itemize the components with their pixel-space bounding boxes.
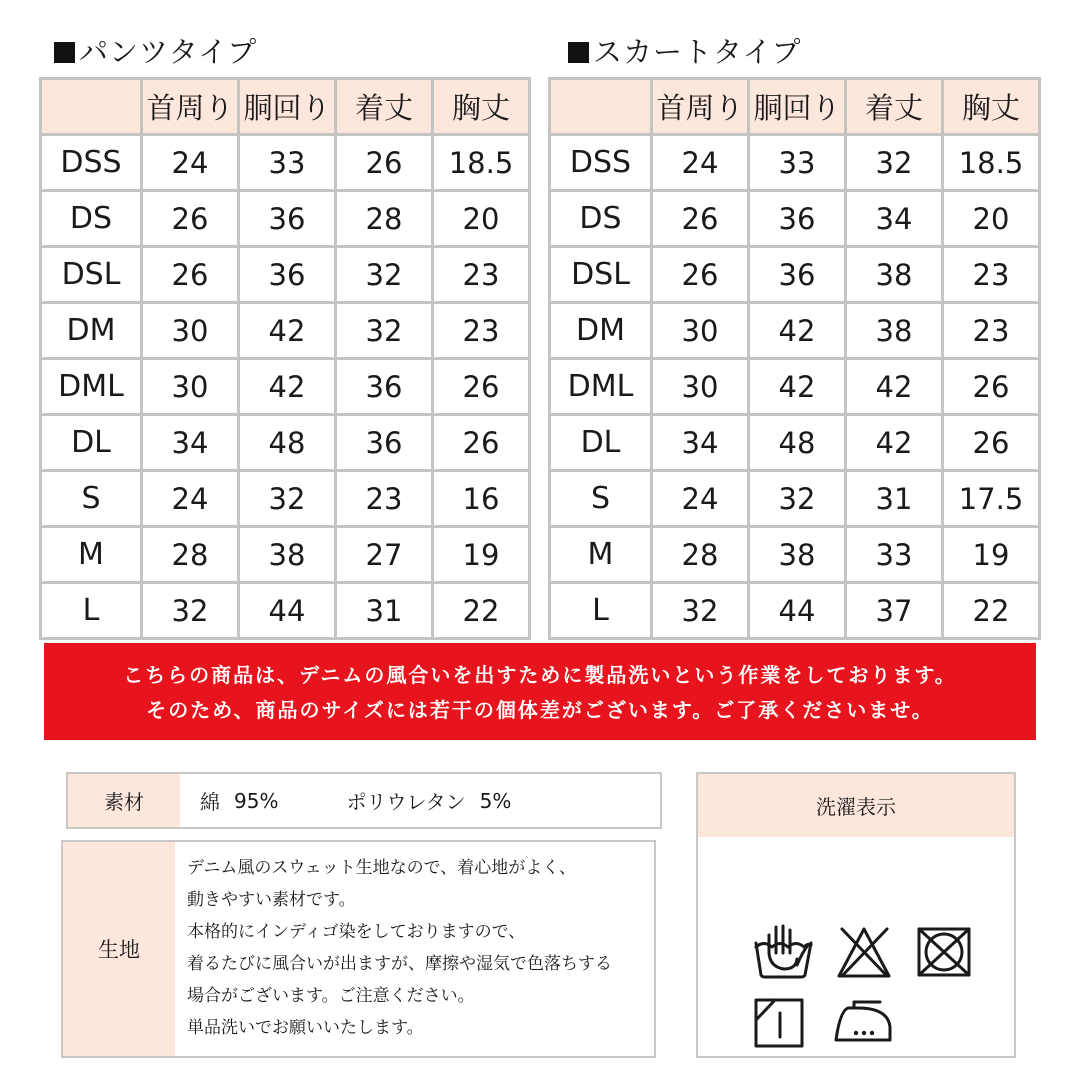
care-title: 洗濯表示 [698, 774, 1014, 837]
table-row [41, 583, 530, 639]
header-cell: 首周り [142, 79, 239, 135]
shade-drip-dry-icon [756, 1000, 802, 1046]
measurement-cell: 42 [749, 303, 846, 359]
measurement-cell: 42 [846, 359, 943, 415]
care-symbols [698, 837, 1014, 1058]
measurement-cell: 27 [336, 527, 433, 583]
fabric-line: 動きやすい素材です。 [187, 890, 356, 910]
notice-line: こちらの商品は、デニムの風合いを出すために製品洗いという作業をしております。 [123, 663, 957, 687]
measurement-cell: 38 [846, 247, 943, 303]
measurement-cell: 42 [749, 359, 846, 415]
measurement-cell: 22 [433, 583, 530, 639]
measurement-cell: 42 [239, 359, 336, 415]
measurement-cell: 32 [336, 303, 433, 359]
header-cell: 胸丈 [433, 79, 530, 135]
measurement-cell: 33 [749, 135, 846, 191]
measurement-cell: 24 [142, 471, 239, 527]
measurement-cell: 31 [846, 471, 943, 527]
header-cell: 胸丈 [943, 79, 1040, 135]
size-label-cell: S [550, 471, 652, 527]
measurement-cell: 33 [239, 135, 336, 191]
table-row [550, 415, 1040, 471]
header-cell: 胴回り [749, 79, 846, 135]
size-label-cell: S [41, 471, 142, 527]
measurement-cell: 23 [943, 303, 1040, 359]
measurement-cell: 24 [652, 135, 749, 191]
measurement-cell: 24 [142, 135, 239, 191]
measurement-cell: 44 [749, 583, 846, 639]
black-square-icon [568, 42, 589, 63]
skirt-size-table [548, 77, 1041, 640]
material-value [180, 774, 660, 827]
material-box [66, 772, 662, 829]
measurement-cell: 26 [943, 415, 1040, 471]
measurement-cell: 26 [142, 247, 239, 303]
measurement-cell: 30 [142, 303, 239, 359]
header-cell: 首周り [652, 79, 749, 135]
measurement-cell: 26 [652, 247, 749, 303]
material-item: 綿 [200, 790, 220, 814]
measurement-cell: 31 [336, 583, 433, 639]
size-label-cell: DL [550, 415, 652, 471]
table-row [41, 247, 530, 303]
pants-section-title: パンツタイプ [54, 30, 257, 71]
size-label-cell: DSS [41, 135, 142, 191]
measurement-cell: 16 [433, 471, 530, 527]
measurement-cell: 36 [749, 191, 846, 247]
fabric-line: 本格的にインディゴ染をしておりますので、 [187, 922, 526, 942]
size-label-cell: L [550, 583, 652, 639]
measurement-cell: 28 [652, 527, 749, 583]
measurement-cell: 22 [943, 583, 1040, 639]
measurement-cell: 34 [846, 191, 943, 247]
header-corner-cell [550, 79, 652, 135]
pants-size-table [39, 77, 531, 640]
measurement-cell: 37 [846, 583, 943, 639]
measurement-cell: 42 [239, 303, 336, 359]
measurement-cell: 38 [749, 527, 846, 583]
material-percent: 5% [479, 788, 512, 813]
measurement-cell: 20 [433, 191, 530, 247]
measurement-cell: 33 [846, 527, 943, 583]
table-row [41, 527, 530, 583]
measurement-cell: 26 [433, 359, 530, 415]
skirt-section-title: スカートタイプ [568, 30, 802, 71]
fabric-line: デニム風のスウェット生地なので、着心地がよく、 [187, 858, 576, 878]
measurement-cell: 36 [336, 415, 433, 471]
measurement-cell: 30 [142, 359, 239, 415]
size-label-cell: DML [41, 359, 142, 415]
measurement-cell: 26 [943, 359, 1040, 415]
table-row [41, 135, 530, 191]
measurement-cell: 38 [846, 303, 943, 359]
measurement-cell: 26 [433, 415, 530, 471]
table-row [550, 247, 1040, 303]
table-row [550, 471, 1040, 527]
size-label-cell: DS [550, 191, 652, 247]
measurement-cell: 19 [433, 527, 530, 583]
table-row [550, 359, 1040, 415]
fabric-box [61, 840, 656, 1058]
notice-banner [44, 643, 1036, 740]
black-square-icon [54, 42, 75, 63]
table-row [41, 303, 530, 359]
table-header-row [41, 79, 530, 135]
fabric-line: 場合がございます。ご注意ください。 [187, 986, 475, 1006]
notice-line: そのため、商品のサイズには若干の個体差がございます。ご了承くださいませ。 [146, 698, 934, 722]
measurement-cell: 23 [943, 247, 1040, 303]
measurement-cell: 26 [336, 135, 433, 191]
measurement-cell: 32 [749, 471, 846, 527]
measurement-cell: 32 [142, 583, 239, 639]
measurement-cell: 19 [943, 527, 1040, 583]
size-label-cell: DS [41, 191, 142, 247]
measurement-cell: 44 [239, 583, 336, 639]
measurement-cell: 28 [336, 191, 433, 247]
header-cell: 着丈 [336, 79, 433, 135]
measurement-cell: 30 [652, 303, 749, 359]
measurement-cell: 48 [239, 415, 336, 471]
measurement-cell: 38 [239, 527, 336, 583]
material-label: 素材 [68, 774, 180, 827]
header-cell: 着丈 [846, 79, 943, 135]
header-cell: 胴回り [239, 79, 336, 135]
care-label-box [696, 772, 1016, 1058]
measurement-cell: 34 [652, 415, 749, 471]
measurement-cell: 30 [652, 359, 749, 415]
measurement-cell: 32 [652, 583, 749, 639]
no-tumble-dry-icon [919, 929, 969, 975]
hand-wash-icon [756, 926, 811, 977]
measurement-cell: 34 [142, 415, 239, 471]
measurement-cell: 18.5 [433, 135, 530, 191]
table-row [41, 471, 530, 527]
table-row [550, 191, 1040, 247]
table-row [41, 191, 530, 247]
measurement-cell: 32 [846, 135, 943, 191]
size-label-cell: DSS [550, 135, 652, 191]
measurement-cell: 32 [336, 247, 433, 303]
size-label-cell: L [41, 583, 142, 639]
fabric-label: 生地 [63, 842, 175, 1056]
measurement-cell: 17.5 [943, 471, 1040, 527]
table-row [41, 359, 530, 415]
header-corner-cell [41, 79, 142, 135]
fabric-line: 単品洗いでお願いいたします。 [187, 1018, 424, 1038]
measurement-cell: 20 [943, 191, 1040, 247]
size-label-cell: DML [550, 359, 652, 415]
table-row [550, 303, 1040, 359]
material-percent: 95% [234, 788, 279, 813]
measurement-cell: 23 [336, 471, 433, 527]
table-row [41, 415, 530, 471]
measurement-cell: 36 [749, 247, 846, 303]
measurement-cell: 32 [239, 471, 336, 527]
fabric-description [175, 842, 654, 1056]
measurement-cell: 26 [652, 191, 749, 247]
measurement-cell: 23 [433, 303, 530, 359]
size-label-cell: M [550, 527, 652, 583]
size-label-cell: DSL [41, 247, 142, 303]
measurement-cell: 23 [433, 247, 530, 303]
table-row [550, 583, 1040, 639]
measurement-cell: 48 [749, 415, 846, 471]
measurement-cell: 18.5 [943, 135, 1040, 191]
size-label-cell: DL [41, 415, 142, 471]
measurement-cell: 26 [142, 191, 239, 247]
size-label-cell: DM [550, 303, 652, 359]
measurement-cell: 28 [142, 527, 239, 583]
size-label-cell: DM [41, 303, 142, 359]
table-header-row [550, 79, 1040, 135]
table-row [550, 135, 1040, 191]
material-item: ポリウレタン [346, 790, 466, 814]
fabric-line: 着るたびに風合いが出ますが、摩擦や湿気で色落ちする [187, 954, 612, 974]
table-row [550, 527, 1040, 583]
measurement-cell: 24 [652, 471, 749, 527]
size-label-cell: DSL [550, 247, 652, 303]
no-bleach-icon [839, 929, 889, 976]
size-label-cell: M [41, 527, 142, 583]
measurement-cell: 36 [336, 359, 433, 415]
measurement-cell: 36 [239, 191, 336, 247]
measurement-cell: 36 [239, 247, 336, 303]
measurement-cell: 42 [846, 415, 943, 471]
